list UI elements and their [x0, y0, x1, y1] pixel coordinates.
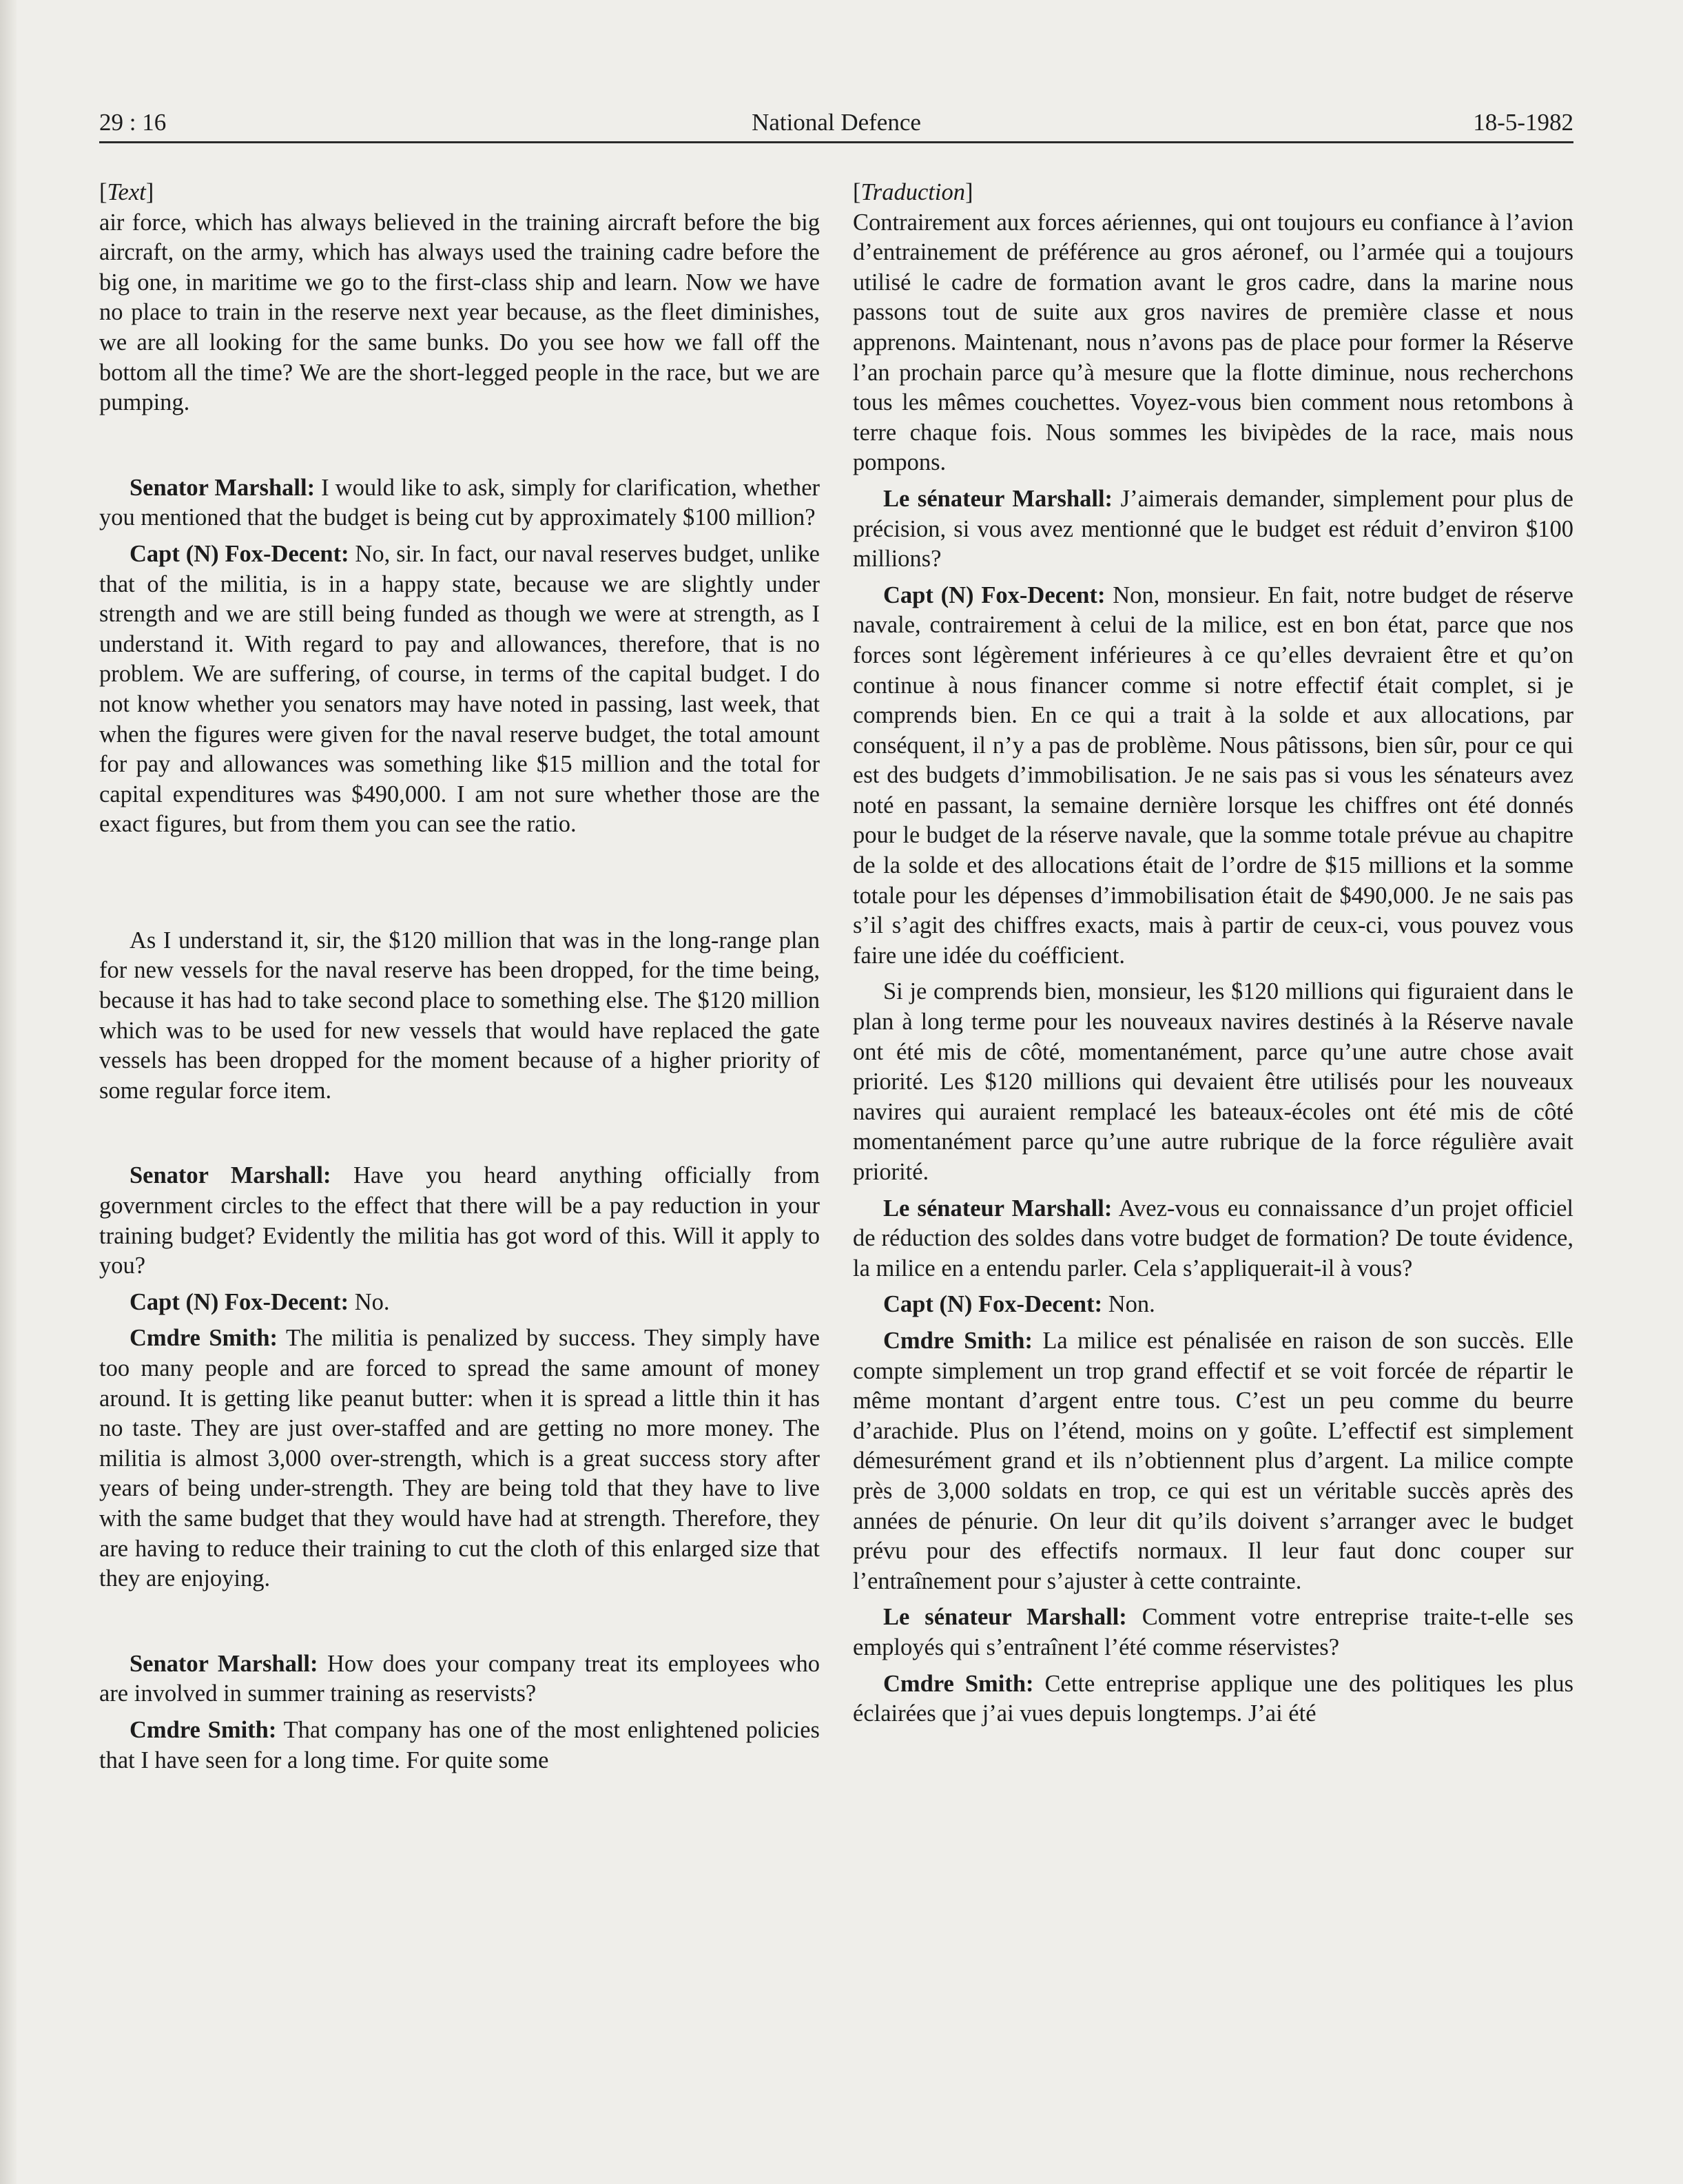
paragraph: As I understand it, sir, the $120 million that was in the long-range plan for new vessels for the naval reserve has been dropped, for the time being, because it has had to take second place to something else. The $120 million which was to be used for new vessels that would have replaced the gate vessels has been dropped for the moment because of a higher priority of some regular force item.: [99, 927, 820, 1104]
paragraph: Le sénateur Marshall: J’aimerais demander, simplement pour plus de précision, si vous avez mentionné que le budget est réduit d’environ $100 millions?: [853, 485, 1573, 573]
paragraph: air force, which has always believed in the training aircraft before the big aircraft, on the army, which has always used the training cadre before the big one, in maritime we go to the first-class ship and learn. Now we have no place to train in the reserve next year because, as the fleet diminishes, we are all looking for the same bunks. Do you see how we fall off the bottom all the time? We are the short-legged people in the race, but we are pumping.: [99, 209, 820, 416]
speaker: Capt (N) Fox-Decent:: [130, 540, 349, 567]
speaker: Le sénateur Marshall:: [883, 485, 1113, 512]
page-edge: [0, 0, 17, 2184]
speaker: Cmdre Smith:: [130, 1716, 277, 1743]
paragraph: Cmdre Smith: Cette entreprise applique une des politiques les plus éclairées que j’ai vues depuis longtemps. J’ai été: [853, 1670, 1573, 1727]
paragraph: Senator Marshall: I would like to ask, simply for clarification, whether you mentioned that the budget is being cut by approximately $100 million?: [99, 474, 820, 531]
header-rule: [99, 141, 1573, 143]
paragraph: Contrairement aux forces aériennes, qui ont toujours eu confiance à l’avion d’entrainement de préférence au gros aéronef, ou l’armée qui a toujours utilisé le cadre de formation avant le gros cadre, dans la marine nous passons tout de suite aux gros navires de première classe et nous apprenons. Maintenant, nous n’avons pas de place pour former la Réserve l’an prochain parce qu’à mesure que la flotte diminue, nous recherchons tous les mêmes couchettes. Voyez-vous bien comment nous retombons à terre chaque fois. Nous sommes les bivipèdes de la race, mais nous pompons.: [853, 209, 1573, 476]
paragraph: Cmdre Smith: That company has one of the most enlightened policies that I have seen for a long time. For quite some: [99, 1716, 820, 1773]
speaker: Le sénateur Marshall:: [883, 1604, 1127, 1631]
speaker: Senator Marshall:: [130, 1162, 331, 1189]
column-tag: [Traduction]: [853, 179, 973, 205]
paragraph: Senator Marshall: How does your company treat its employees who are involved in summer training as reservists?: [99, 1650, 820, 1707]
speaker: Capt (N) Fox-Decent:: [130, 1288, 349, 1315]
paragraph: Capt (N) Fox-Decent: No.: [130, 1288, 390, 1315]
publication-title: National Defence: [752, 109, 921, 136]
speaker: Senator Marshall:: [130, 1650, 318, 1677]
speaker: Cmdre Smith:: [883, 1670, 1034, 1697]
paragraph: Capt (N) Fox-Decent: Non, monsieur. En fait, notre budget de réserve navale, contrairement à celui de la milice, est en bon état, parce que nos forces sont légèrement inférieures à ce qu’elles devraient être et qu’on continue à nous financer comme si notre effectif était complet, si je comprends bien. En ce qui a trait à la solde et aux allocations, par conséquent, il n’y a pas de problème. Nous pâtissons, bien sûr, pour ce qui est des budgets d’immobilisation. Je ne sais pas si vous les sénateurs avez noté en passant, la semaine dernière lorsque les chiffres ont été donnés pour le budget de la réserve navale, que la somme totale prévue au chapitre de la solde et des allocations était de l’ordre de $15 millions et la somme totale pour les dépenses d’immobilisation était de $490,000. Je ne sais pas s’il s’agit des chiffres exacts, mais à partir de ceux-ci, vous pouvez vous faire une idée du coéfficient.: [853, 581, 1573, 969]
speaker: Capt (N) Fox-Decent:: [883, 1291, 1103, 1318]
page-number: 29 : 16: [99, 109, 167, 136]
english-column: [99, 178, 820, 1775]
paragraph: Le sénateur Marshall: Comment votre entreprise traite-t-elle ses employés qui s’entraînent l’été comme réservistes?: [853, 1604, 1574, 1660]
paragraph: Le sénateur Marshall: Avez-vous eu connaissance d’un projet officiel de réduction des soldes dans votre budget de formation? De toute évidence, la milice en a entendu parler. Cela s’appliquerait-il à vous?: [853, 1195, 1573, 1281]
issue-date: 18-5-1982: [1473, 109, 1573, 136]
paragraph: Si je comprends bien, monsieur, les $120 millions qui figuraient dans le plan à long terme pour les nouveaux navires destinés à la Réserve navale ont été mis de côté, momentanément, parce qu’une autre chose avait priorité. Les $120 millions qui devaient être utilisés pour les nouveaux navires qui auraient remplacé les bateaux-écoles ont été mis de côté momentanément parce qu’une autre rubrique de la force régulière avait priorité.: [853, 978, 1573, 1185]
paragraph: Cmdre Smith: La milice est pénalisée en raison de son succès. Elle compte simplement un trop grand effectif et se voit forcée de répartir le même montant d’argent entre tous. C’est un peu comme du beurre d’arachide. Plus on l’étend, moins on y goûte. L’effectif est simplement démesurément grand et ils n’obtiennent plus d’argent. La milice compte près de 3,000 soldats en trop, ce qui est un véritable succès après des années de pénurie. On leur dit qu’ils doivent s’arranger avec le budget prévu pour des effectifs normaux. Il leur faut donc couper sur l’entraînement pour s’ajuster à cette contrainte.: [853, 1327, 1573, 1594]
paragraph: Senator Marshall: Have you heard anything officially from government circles to the effect that there will be a pay reduction in your training budget? Evidently the militia has got word of this. Will it apply to you?: [99, 1162, 820, 1279]
paragraph: Capt (N) Fox-Decent: No, sir. In fact, our naval reserves budget, unlike that of the militia, is in a happy state, because we are slightly under strength and we are still being funded as though we were at strength, as I understand it. With regard to pay and allowances, therefore, that is no problem. We are suffering, of course, in terms of the capital budget. I do not know whether you senators may have noted in passing, last week, that when the figures were given for the naval reserve budget, the total amount for pay and allowances was something like $15 million and the total for capital expenditures was $490,000. I am not sure whether those are the exact figures, but from them you can see the ratio.: [99, 540, 820, 838]
speaker: Cmdre Smith:: [883, 1327, 1033, 1354]
speaker: Capt (N) Fox-Decent:: [883, 581, 1106, 608]
french-column: [853, 178, 1573, 1729]
paragraph: Cmdre Smith: The militia is penalized by success. They simply have too many people and are forced to spread the same amount of money around. It is getting like peanut butter: when it is spread a little thin it has no taste. They are just over-staffed and are getting no more money. The militia is almost 3,000 over-strength, which is a great success story after years of being under-strength. They are being told that they have to live with the same budget that they would have had at strength. Therefore, they are having to reduce their training to cut the cloth of this enlarged size that they are enjoying.: [99, 1325, 820, 1592]
speaker: Cmdre Smith:: [130, 1325, 278, 1352]
speaker: Senator Marshall:: [130, 474, 316, 501]
speaker: Le sénateur Marshall:: [883, 1195, 1113, 1222]
column-tag: [Text]: [99, 179, 154, 205]
paragraph: Capt (N) Fox-Decent: Non.: [883, 1291, 1155, 1318]
running-header: [99, 107, 1573, 142]
